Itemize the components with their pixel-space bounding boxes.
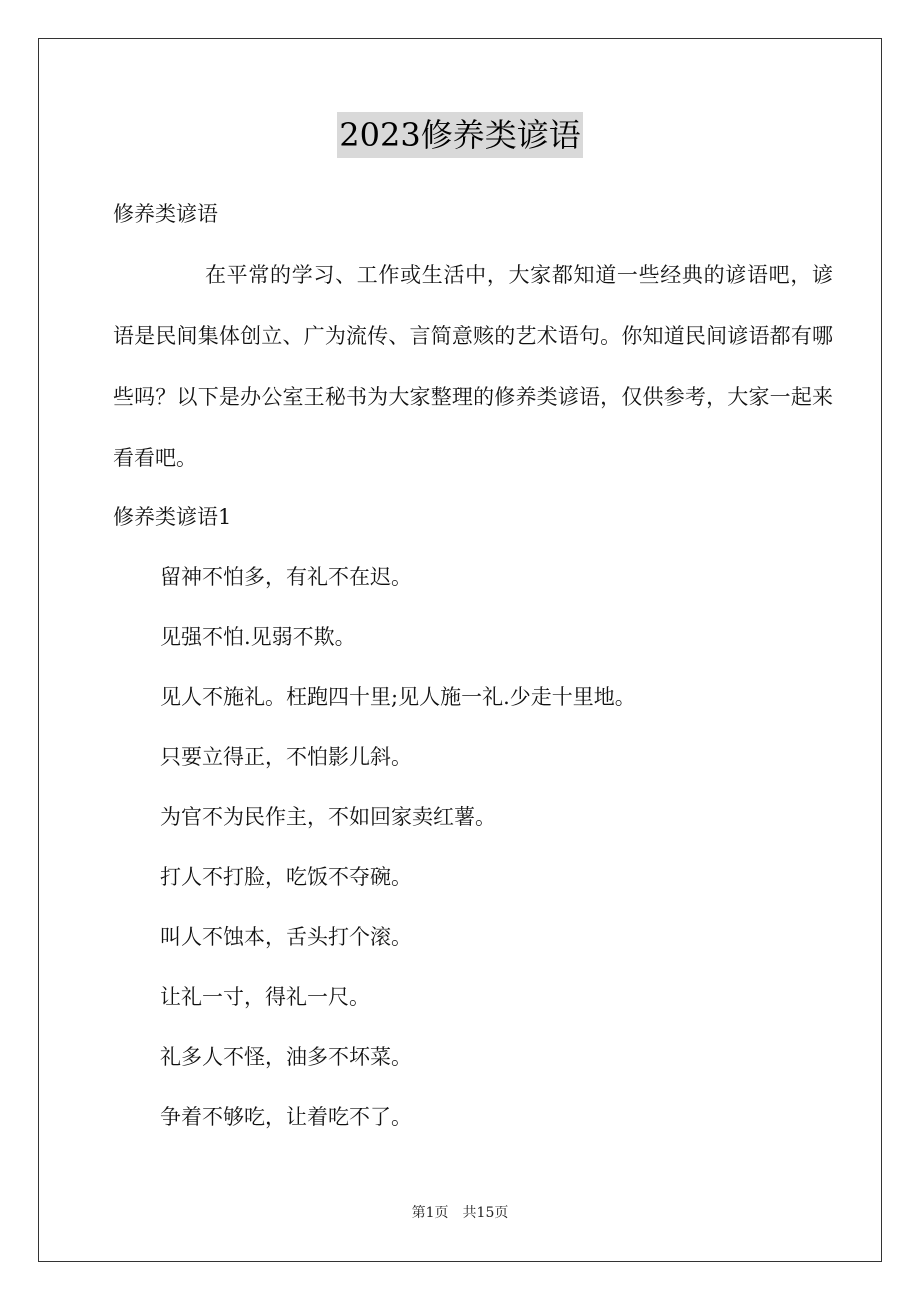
saying-item: 只要立得正，不怕影儿斜。 — [160, 745, 412, 769]
document-title — [0, 112, 920, 158]
section-heading: 修养类谚语1 — [113, 505, 232, 529]
saying-item: 叫人不蚀本，舌头打个滚。 — [160, 925, 412, 949]
page-footer: 第1页 共15页 — [411, 1205, 509, 1221]
saying-item: 见人不施礼。枉跑四十里;见人施一礼.少走十里地。 — [160, 685, 636, 709]
saying-item: 争着不够吃，让着吃不了。 — [160, 1105, 412, 1129]
intro-paragraph — [113, 245, 833, 489]
saying-item: 礼多人不怪，油多不坏菜。 — [160, 1045, 412, 1069]
saying-item: 留神不怕多，有礼不在迟。 — [160, 565, 412, 589]
saying-item: 见强不怕.见弱不欺。 — [160, 625, 356, 649]
subtitle: 修养类谚语 — [113, 202, 218, 226]
saying-item: 为官不为民作主，不如回家卖红薯。 — [160, 805, 496, 829]
saying-item: 打人不打脸，吃饭不夺碗。 — [160, 865, 412, 889]
intro-text: 在平常的学习、工作或生活中，大家都知道一些经典的谚语吧，谚语是民间集体创立、广为流传、言简意赅的艺术语句。你知道民间谚语都有哪些吗？以下是办公室王秘书为大家整理的修养类谚语，仅供参考，大家一起来看看吧。 — [113, 263, 833, 470]
document-title-text: 2023修养类谚语 — [337, 112, 582, 158]
saying-item: 让礼一寸，得礼一尺。 — [160, 985, 370, 1009]
